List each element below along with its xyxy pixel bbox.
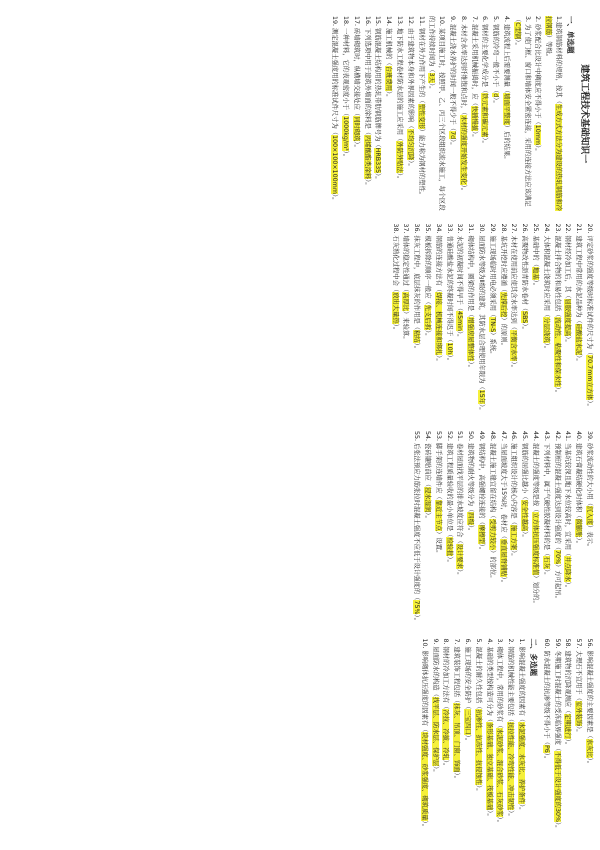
question-item <box>487 431 497 627</box>
highlighted-answer: 高厚比 <box>402 292 410 312</box>
question-text-end: ）。 <box>564 738 572 749</box>
question-text: 58. 建筑物的沉降观测应（ <box>564 638 572 714</box>
question-list <box>419 639 594 835</box>
question-text: 55. 后张法预应力筋张拉时混凝土强度不应低于设计强度的（ <box>413 431 421 601</box>
question-item <box>329 16 339 212</box>
column-4 <box>6 633 594 841</box>
question-text: 33. 普通硅酸盐水泥的终凝时间不得迟于（ <box>445 223 453 343</box>
question-text: 60. 防水混凝土的抗渗等级不得小于（ <box>542 638 550 745</box>
question-text-end: ）。 <box>564 336 572 346</box>
question-text: 5. 钢筋的冷弯一般不小于（ <box>492 16 500 94</box>
question-text: 22. 钢材经冷加工后，其（ <box>564 223 572 299</box>
highlighted-answer: 放出大量热 <box>391 292 399 324</box>
question-text-end: ）。 <box>396 172 404 183</box>
question-text-end: ）。 <box>453 772 461 782</box>
question-item <box>487 224 497 420</box>
highlighted-answer: 塑性变形 <box>417 103 425 129</box>
question-text-end: ）。 <box>424 512 432 522</box>
question-item <box>512 16 532 212</box>
question-text-end: ）。 <box>575 537 583 547</box>
question-item <box>552 431 562 627</box>
highlighted-answer: 丙烯酸酯类涂料 <box>363 135 371 180</box>
question-text: 49. 钢结构中，高强螺栓连接的（ <box>478 431 486 525</box>
question-item <box>519 431 529 627</box>
question-item <box>427 16 447 212</box>
question-item <box>469 16 479 212</box>
question-item <box>584 431 594 627</box>
question-text-end: ）。 <box>456 330 464 341</box>
question-text-end: ）。 <box>352 141 360 151</box>
question-text: 16. 下列选项中用于建筑外墙面的涂料是（ <box>363 16 371 136</box>
question-item <box>519 224 529 420</box>
question-text-end: ）。 <box>521 323 529 333</box>
question-text-end: ）。 <box>542 568 550 579</box>
question-text-end: ）的部位。 <box>488 550 496 582</box>
highlighted-answer: 四级 <box>467 512 475 525</box>
highlighted-answer: P6 <box>542 744 550 753</box>
question-text: 34. 钢筋的连接方法有（ <box>434 223 442 293</box>
question-text: 53. 脚手架的连墙件应（ <box>434 431 442 500</box>
highlighted-answer: 屈服强度提高 <box>564 298 572 337</box>
highlighted-answer: 7d <box>449 131 457 140</box>
question-item <box>465 224 475 420</box>
question-item <box>433 431 443 627</box>
question-item <box>394 16 404 212</box>
highlighted-answer: 井点降水 <box>564 556 572 582</box>
question-text-end: ）来验算。 <box>402 311 410 343</box>
highlighted-answer: 不均匀沉降 <box>406 128 414 161</box>
question-text-end: ）。 <box>478 404 486 414</box>
highlighted-answer: d <box>492 93 500 98</box>
question-text-end: ）。 <box>518 803 526 814</box>
highlighted-answer: 先支后拆 <box>424 304 432 330</box>
question-text: 46. 施工组织设计的核心内容是（ <box>510 431 518 525</box>
question-text: 29. 施工现场临时用电必须采用（ <box>488 223 496 318</box>
question-text: 2. 钢筋的机械性能主要包括（ <box>507 638 515 723</box>
question-text: 14. 施工机械的（ <box>385 16 393 66</box>
question-text-end: ）表示。 <box>586 524 593 551</box>
question-text-end: ）。 <box>534 145 542 155</box>
highlighted-answer: 立方体抗压强度标准值 <box>532 512 540 576</box>
highlighted-answer: 抗渗性、抗冻性、抗侵蚀性 <box>474 709 482 786</box>
question-text: 8. 钢材的冷加工方法有（ <box>442 638 450 710</box>
question-text-end: ）。 <box>467 361 475 371</box>
question-item <box>362 16 372 212</box>
question-text: 48. 混凝土施工缝宜留在结构（ <box>488 431 496 519</box>
question-text: 5. 混凝土的耐久性包括（ <box>474 638 482 710</box>
highlighted-answer: HRB335 <box>374 147 382 174</box>
question-text-end: ）。 <box>510 550 518 560</box>
question-item <box>490 16 500 212</box>
question-item <box>433 224 443 420</box>
highlighted-answer: 焊接、机械连接和绑扎 <box>434 292 442 356</box>
question-text: 9. 屋面防水的构造（ <box>431 638 439 697</box>
question-text-end: ）。 <box>499 576 507 587</box>
question-item <box>552 224 562 420</box>
question-text: 10. 某项目施工时，按照甲、乙、丙三个区段组织流水施工，每个区段的工作持续时间为（ <box>428 16 446 211</box>
question-item <box>573 431 583 627</box>
highlighted-answer: 台班费用 <box>385 65 393 91</box>
question-item <box>530 224 540 420</box>
highlighted-answer: 外防外贴法 <box>396 141 404 173</box>
highlighted-answer: 增强房屋整体性 <box>467 317 475 362</box>
highlighted-answer: 15年 <box>478 389 486 405</box>
highlighted-answer: 水灰比 <box>586 738 593 758</box>
highlighted-answer: 45min <box>456 311 464 331</box>
question-text: 17. 砖墙砌筑时，纵横墙交接处应（ <box>352 16 360 117</box>
question-text: 3. 为了使门框、窗口和墙体安全紧密连接，采用的连接方法应该满足（ <box>513 16 531 207</box>
highlighted-answer: 室外装饰 <box>575 700 583 727</box>
question-text: 37. 墙体的稳定性通过（ <box>402 223 410 293</box>
question-text: 45. 钢筋的屈强比越小（ <box>521 431 529 500</box>
question-item <box>505 639 515 835</box>
highlighted-answer: 靠近主节点 <box>434 499 442 532</box>
question-item <box>476 431 486 627</box>
question-item <box>340 16 350 212</box>
question-text-end: ）设置。 <box>434 531 442 557</box>
question-text-end: ）。 <box>496 816 504 826</box>
question-text: 30. 屋面防水等级为Ⅱ级的建筑，其防水层合理使用年限为（ <box>478 223 486 390</box>
question-item <box>430 639 440 835</box>
question-item <box>476 224 486 420</box>
question-text: 15. 钢筋混凝土结构用的热轧带肋钢筋牌号为（ <box>374 16 382 148</box>
question-text: 31. 砌体结构中，圈梁的作用是（ <box>467 223 475 318</box>
question-text-end: ）。 <box>542 342 550 353</box>
question-text: 1. 影响混凝土强度的因素有（ <box>518 638 526 723</box>
question-text-end: ）。 <box>575 355 583 365</box>
question-item <box>584 639 594 835</box>
highlighted-answer: 70.7mm立方体 <box>586 355 593 401</box>
question-item <box>498 224 508 420</box>
question-text: 42. 预制桩的混凝土强度达到设计强度的（ <box>553 431 561 551</box>
question-item <box>351 16 361 212</box>
question-text: 27. 木材在使用前应使其含水率达到（ <box>510 223 518 330</box>
question-item <box>552 639 562 835</box>
question-text: 59. 冬期施工时混凝土的受冻临界强度（ <box>553 638 561 752</box>
column-2 <box>6 218 594 426</box>
question-text: 6. 钢材的主要化学成分是（ <box>481 16 489 94</box>
question-text-end: ）。 <box>420 820 428 830</box>
question-text-end: ）。 <box>481 137 489 147</box>
question-text-end: ）。 <box>532 279 540 290</box>
question-text-end: ）。 <box>485 810 493 820</box>
highlighted-answer: 水泥砂浆、混合砂浆、石灰砂浆 <box>496 728 504 817</box>
question-item <box>563 639 573 835</box>
question-text-end: ）。 <box>586 757 593 768</box>
question-item <box>563 224 573 420</box>
column-1 <box>6 10 594 218</box>
question-item <box>444 431 454 627</box>
question-item <box>444 224 454 420</box>
question-text-end: ）。 <box>492 97 500 107</box>
question-text: 7. 建筑装饰工程包括（ <box>453 638 461 704</box>
question-text-end: ）。 <box>434 355 442 365</box>
highlighted-answer: 冷拉、冷拔、冷轧 <box>442 709 450 760</box>
question-text: 35. 模板拆除的顺序一般应（ <box>424 223 432 305</box>
question-text: 19. 测定混凝土强度用的标准试件尺寸为（ <box>331 16 339 136</box>
question-text: 24. 大体积混凝土浇筑时应采用（ <box>542 223 550 318</box>
question-text: 50. 建筑物的耐火等级分为（ <box>467 431 475 513</box>
question-text: 21. 建筑工程中常用的水泥品种为（ <box>575 223 583 324</box>
question-text-end: ）。 <box>459 184 467 195</box>
question-text: 2. 砂浆配合比设计中稠度应不得小于（ <box>534 16 542 125</box>
highlighted-answer: 铁元素和碳元素 <box>481 93 489 138</box>
highlighted-answer: 受剪力较小 <box>488 518 496 551</box>
question-text: 51. 卷材屋面找平层的排水坡度应符合（ <box>456 431 464 544</box>
question-text-end: ）划分的。 <box>532 575 540 607</box>
question-text: 9. 混凝土浇水养护的时间一般不得少于（ <box>449 16 457 132</box>
question-item <box>541 639 551 835</box>
question-item <box>498 431 508 627</box>
highlighted-answer: C型钢 <box>513 22 521 40</box>
highlighted-answer: 流动性、粘聚性和保水性 <box>553 317 561 387</box>
highlighted-answer: 快插慢拔 <box>470 105 478 132</box>
question-item <box>563 431 573 627</box>
question-item <box>390 224 400 420</box>
question-text-end: ）。 <box>510 361 518 371</box>
question-text: 26. 高聚物改性沥青防水卷材（ <box>521 223 529 312</box>
question-text: 11. 钢材在外力作用下产生的（ <box>417 16 425 104</box>
question-text: 44. 混凝土的强度等级是按（ <box>532 431 540 513</box>
highlighted-answer: 设计要求 <box>456 543 464 569</box>
question-text-end: ）。 <box>464 734 472 745</box>
question-item <box>383 16 393 212</box>
question-item <box>455 224 465 420</box>
highlighted-answer: 条形基础、独立基础、筏板基础 <box>485 722 493 811</box>
question-text-end: ）。 <box>385 91 393 101</box>
question-item <box>484 639 494 835</box>
highlighted-answer: 先撑后挖 <box>499 292 507 318</box>
question-text-end: ）。 <box>374 173 382 183</box>
highlighted-answer: 墙面平整度 <box>503 93 511 125</box>
question-item <box>465 431 475 627</box>
highlighted-answer: 水泥强度、水灰比、养护条件 <box>518 722 526 804</box>
question-text-end: ）方可起吊。 <box>553 564 561 602</box>
highlighted-answer: 三宝四口 <box>464 709 472 735</box>
question-text: 20. 评定砂浆的强度等级时标准试件的尺寸为（ <box>586 223 593 356</box>
highlighted-answer: 检验批 <box>445 537 453 557</box>
highlighted-answer: 垂直屋脊铺贴 <box>499 538 507 577</box>
highlighted-answer: 生成方式方法分为建设的热轧钢筋和冷拉钢筋 <box>545 16 562 211</box>
question-text-end: ）。 <box>507 810 515 820</box>
question-text-end: ）能力称为钢材的塑性。 <box>417 128 425 199</box>
question-item <box>495 639 505 835</box>
highlighted-answer: 10h <box>445 342 453 355</box>
question-text-end: ）。 <box>564 581 572 592</box>
question-text-end: ）。 <box>553 821 561 832</box>
question-text-end: ）。 <box>363 179 371 189</box>
question-text-end: ）。 <box>413 614 421 624</box>
question-text-end: ）。 <box>413 342 421 353</box>
question-item <box>455 431 465 627</box>
question-text: 32. 水泥的初凝时间不得早于（ <box>456 223 464 312</box>
question-text-end: ）。 <box>442 759 450 770</box>
question-text-end: ）。 <box>513 39 521 49</box>
highlighted-answer: 木材的强度开始发生变化 <box>459 115 467 185</box>
question-text-end: ）。 <box>342 150 350 161</box>
question-text-end: ）。 <box>406 160 414 170</box>
question-item <box>416 16 426 212</box>
question-item <box>584 224 594 420</box>
highlighted-answer: TN-S <box>488 317 496 333</box>
question-item <box>458 16 468 212</box>
column-3 <box>6 425 594 633</box>
question-text: 28. 基坑开挖时应遵循（ <box>499 223 507 293</box>
highlighted-answer: 100×100×100mm <box>331 135 339 194</box>
question-text: 12. 由于建筑物本身和外界因素的影响（ <box>406 16 414 129</box>
question-item <box>541 224 551 420</box>
question-text: 39. 砂浆流动性的大小用（ <box>586 431 593 506</box>
question-item <box>541 431 551 627</box>
question-text: 40. 建筑石膏凝结硬化时体积（ <box>575 431 583 519</box>
highlighted-answer: 硅酸盐水泥 <box>575 323 583 356</box>
question-list <box>329 16 563 212</box>
question-text: 52. 建筑工程质量验收的最小单位是（ <box>445 431 453 538</box>
question-text: 36. 抹灰工程中，底层抹灰的作用是（ <box>413 223 421 330</box>
question-text-end: ）。 <box>331 193 339 204</box>
highlighted-answer: 75% <box>413 600 421 615</box>
question-text-end: ）后的结果。 <box>503 124 511 163</box>
question-item <box>451 639 461 835</box>
question-text: 10. 影响砌体抗压强度的因素有（ <box>420 638 428 733</box>
question-text-end: ）。 <box>467 524 475 535</box>
question-text-end: ）。 <box>586 400 593 410</box>
highlighted-answer: 浸水湿润 <box>424 487 432 513</box>
question-text: 47. 当屋面坡度大于15%时，卷材应（ <box>499 431 507 539</box>
question-item <box>501 16 511 212</box>
question-item <box>509 431 519 627</box>
highlighted-answer: 抗拉性能、冷弯性能、冲击韧性 <box>507 722 515 811</box>
highlighted-answer: 70% <box>553 550 561 565</box>
question-item <box>573 224 583 420</box>
highlighted-answer: 抹灰、吊顶、门窗、饰面 <box>453 703 461 773</box>
question-text: 23. 混凝土拌合物的和易性包括（ <box>553 223 561 318</box>
question-text: 7. 混凝土采用机械振捣时，应（ <box>470 16 478 106</box>
question-text: 56. 影响混凝土强度的主要因素是（ <box>586 638 593 739</box>
highlighted-answer: SBS <box>521 311 529 324</box>
question-text: 13. 地下防水工程卷材防水层的施工应采用（ <box>396 16 404 142</box>
question-item <box>411 224 421 420</box>
column-container <box>6 10 594 840</box>
question-text: 4. 建筑流程上后需要测量（ <box>503 16 511 94</box>
question-text: 3. 砌体工程中，常用的砂浆有（ <box>496 638 504 729</box>
question-text: 38. 石灰熟化过程中会（ <box>391 223 399 293</box>
question-item <box>441 639 451 835</box>
question-text-end: ）。 <box>542 752 550 763</box>
question-item <box>422 431 432 627</box>
question-text-end: ）。 <box>575 726 583 736</box>
question-item <box>530 431 540 627</box>
question-text: 4. 基础的类型按构造可分为（ <box>485 638 493 723</box>
question-item <box>473 639 483 835</box>
question-text-end: ）。 <box>553 386 561 397</box>
highlighted-answer: 同时砌筑 <box>352 116 360 142</box>
question-list <box>411 431 594 627</box>
highlighted-answer: 定期进行 <box>564 713 572 739</box>
question-item <box>509 224 519 420</box>
question-text-end: ）。 <box>474 785 482 795</box>
question-text: 8. 木材含水率达到纤维饱和点时，（ <box>459 16 467 116</box>
question-item <box>462 639 472 835</box>
question-text-end: ）系统。 <box>488 332 496 358</box>
question-item <box>422 224 432 420</box>
question-text-end: ）。 <box>431 766 439 776</box>
highlighted-answer: 找平层、防水层、保护层 <box>431 696 439 767</box>
question-text-end: ）。 <box>470 131 478 141</box>
question-item <box>480 16 490 212</box>
question-item <box>543 16 563 212</box>
question-text-end: ）。 <box>445 556 453 566</box>
question-text-end: ）。 <box>424 329 432 340</box>
highlighted-answer: 10mm <box>534 124 542 146</box>
highlighted-answer: 摩擦型 <box>478 524 486 544</box>
question-text-end: ）。 <box>445 354 453 365</box>
highlighted-answer: 1000kg/m³ <box>342 116 350 151</box>
question-text: 6. 施工现场的安全防护（ <box>464 638 472 710</box>
question-text-end: ）。 <box>428 82 436 93</box>
highlighted-answer: 地基 <box>532 267 540 280</box>
question-text-end: ）。 <box>456 568 464 579</box>
question-item <box>405 16 415 212</box>
question-text: 1.建筑钢筋材料的规格，按其（ <box>555 16 562 104</box>
question-item <box>573 639 583 835</box>
question-text: 54. 瓷砖镶贴前应（ <box>424 431 432 488</box>
question-text-end: ）。 <box>521 531 529 541</box>
highlighted-answer: 块材强度、砂浆强度、砌筑质量 <box>420 732 428 821</box>
question-item <box>401 224 411 420</box>
question-text-end: ）等级。 <box>545 34 553 61</box>
question-text-end: ）。 <box>449 139 457 149</box>
highlighted-answer: 3天 <box>428 72 436 83</box>
document-title: 建筑工程技术基础知识一 <box>579 64 589 164</box>
question-item <box>516 639 526 835</box>
question-item <box>533 16 543 212</box>
section-heading-multiple-choice: 二、多选题 <box>529 638 539 676</box>
question-list <box>390 224 594 420</box>
question-item <box>419 639 429 835</box>
highlighted-answer: 微膨胀 <box>575 518 583 538</box>
highlighted-answer: 不得低于设计强度的30% <box>553 751 561 822</box>
question-text: 41. 当基坑较深且地下水位较高时，宜采用（ <box>564 431 572 557</box>
highlighted-answer: 分层浇筑 <box>542 317 550 343</box>
question-item <box>373 16 383 212</box>
highlighted-answer: 安全性越高 <box>521 499 529 532</box>
question-item <box>447 16 457 212</box>
section-heading-single-choice: 一、单选题 <box>566 16 575 54</box>
question-text: 57. 大理石不宜用于（ <box>575 638 583 701</box>
question-text-end: ）。 <box>391 323 399 334</box>
highlighted-answer: 施工方案 <box>510 524 518 551</box>
question-item <box>411 431 421 627</box>
highlighted-answer: 粘结 <box>413 329 421 343</box>
question-text: 43. 下列材料中，属于气硬性胶凝材料的是（ <box>542 431 550 557</box>
question-text: 18. 一种材料，它的表观密度小于（ <box>342 16 350 117</box>
highlighted-answer: 平衡含水率 <box>510 329 518 362</box>
question-text-end: ）。 <box>478 543 486 554</box>
question-text: 25. 基础中的（ <box>532 223 540 268</box>
highlighted-answer: 石灰 <box>542 556 550 569</box>
highlighted-answer: 沉入度 <box>586 506 593 525</box>
question-text-end: ）的原则。 <box>499 317 507 349</box>
